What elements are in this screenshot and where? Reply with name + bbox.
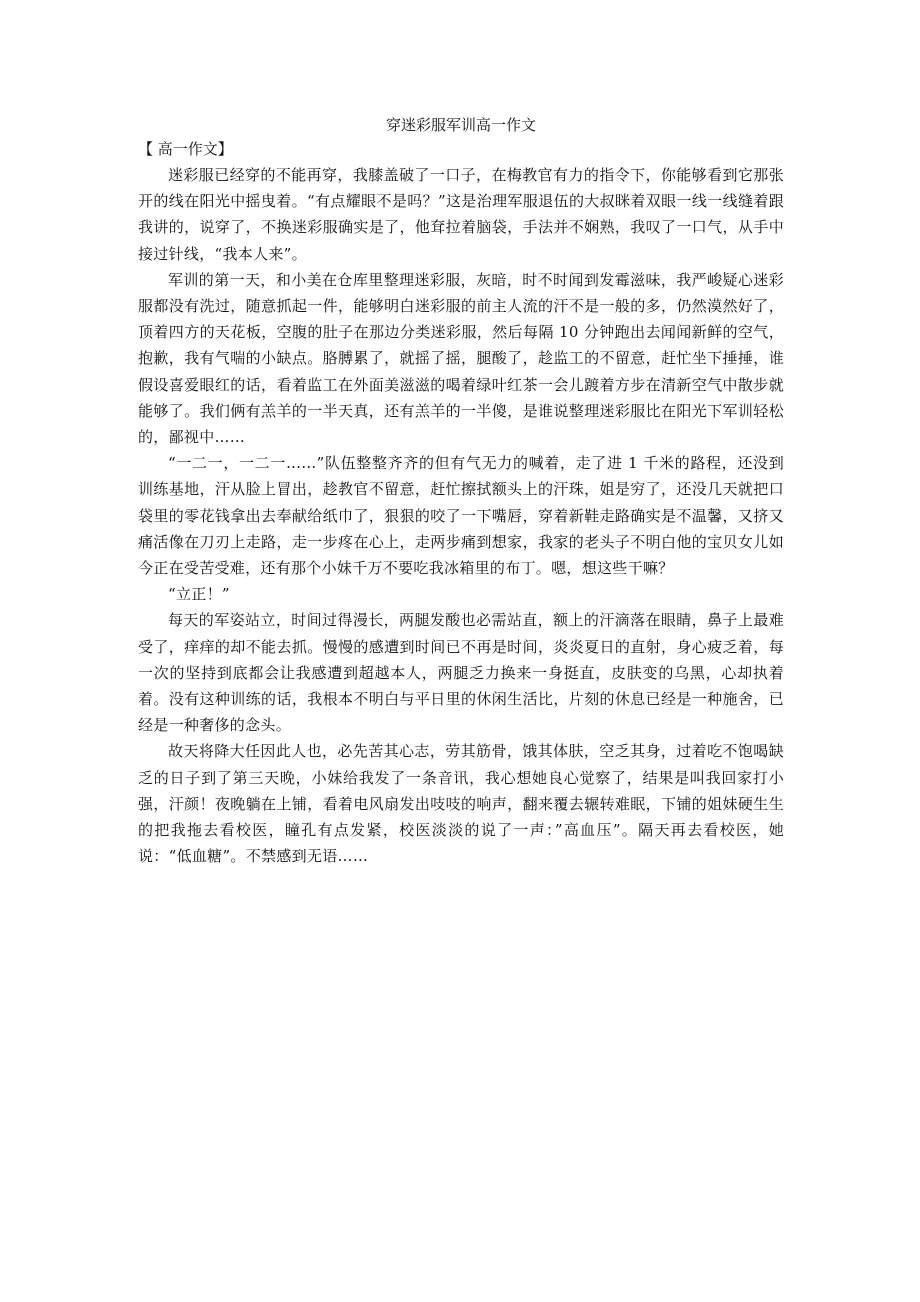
paragraph-3: “一二一，一二一……”队伍整整齐齐的但有气无力的喊着，走了进 1 千米的路程，还没到训练基地，汗从脸上冒出，趁教官不留意，赶忙擦拭额头上的汗珠，姐是穷了，还没几天就把口袋里的零花钱拿出去奉献给纸巾了，狠狠的咬了一下嘴唇，穿着新鞋走路确实是不温馨，又挤又痛活像在刀刃上走路，走一步疼在心上，走两步痛到想家，我家的老头子不明白他的宝贝女儿如今正在受苦受难，还有那个小妹千万不要吃我冰箱里的布丁。嗯，想这些干嘛？: [138, 454, 784, 578]
section-label: 【 高一作文】: [138, 140, 233, 158]
document-title: 穿迷彩服军训高一作文: [385, 116, 536, 134]
document-body: [138, 114, 784, 869]
paragraph-1: 迷彩服已经穿的不能再穿，我膝盖破了一口子，在梅教官有力的指令下，你能够看到它那张开的线在阳光中摇曳着。“有点耀眼不是吗？”这是治理军服退伍的大叔眯着双眼一线一线缝着跟我讲的，说穿了，不换迷彩服确实是了，他耷拉着脑袋，手法并不娴熟，我叹了一口气，从手中接过针线，“我本人来”。: [138, 166, 784, 263]
paragraph-4: “立正！”: [168, 585, 230, 604]
paragraph-2: 军训的第一天，和小美在仓库里整理迷彩服，灰暗，时不时闻到发霉滋味，我严峻疑心迷彩服都没有洗过，随意抓起一件，能够明白迷彩服的前主人流的汗不是一般的多，仍然漠然好了，顶着四方的天花板，空腹的肚子在那边分类迷彩服，然后每隔 10 分钟跑出去闻闻新鲜的空气，抱歉，我有气喘的小缺点。胳膊累了，就摇了摇，腿酸了，趁监工的不留意，赶忙坐下捶捶，谁假设喜爱眼红的话，看着监工在外面美滋滋的喝着绿叶红茶一会儿踱着方步在清新空气中散步就能够了。我们俩有羔羊的一半天真，还有羔羊的一半傻，是谁说整理迷彩服比在阳光下军训轻松的，鄙视中……: [138, 270, 784, 447]
paragraph-6: 故天将降大任因此人也，必先苦其心志，劳其筋骨，饿其体肤，空乏其身，过着吃不饱喝缺乏的日子到了第三天晚，小妹给我发了一条音讯，我心想她良心觉察了，结果是叫我回家打小强，汗颜！夜晚躺在上铺，看着电风扇发出吱吱的响声，翻来覆去辗转难眠，下铺的姐妹硬生生的把我拖去看校医，瞳孔有点发紧，校医淡淡的说了一声：”高血压”。隔天再去看校医，她说：“低血糖”。不禁感到无语……: [138, 742, 784, 866]
paragraph-5: 每天的军姿站立，时间过得漫长，两腿发酸也必需站直，额上的汗滴落在眼睛，鼻子上最难受了，痒痒的却不能去抓。慢慢的感遭到时间已不再是时间，炎炎夏日的直射，身心疲乏着，每一次的坚持到底都会让我感遭到超越本人，两腿乏力换来一身挺直，皮肤变的乌黑，心却执着着。没有这种训练的话，我根本不明白与平日里的休闲生活比，片刻的休息已经是一种施舍，已经是一种奢侈的念头。: [138, 611, 784, 735]
